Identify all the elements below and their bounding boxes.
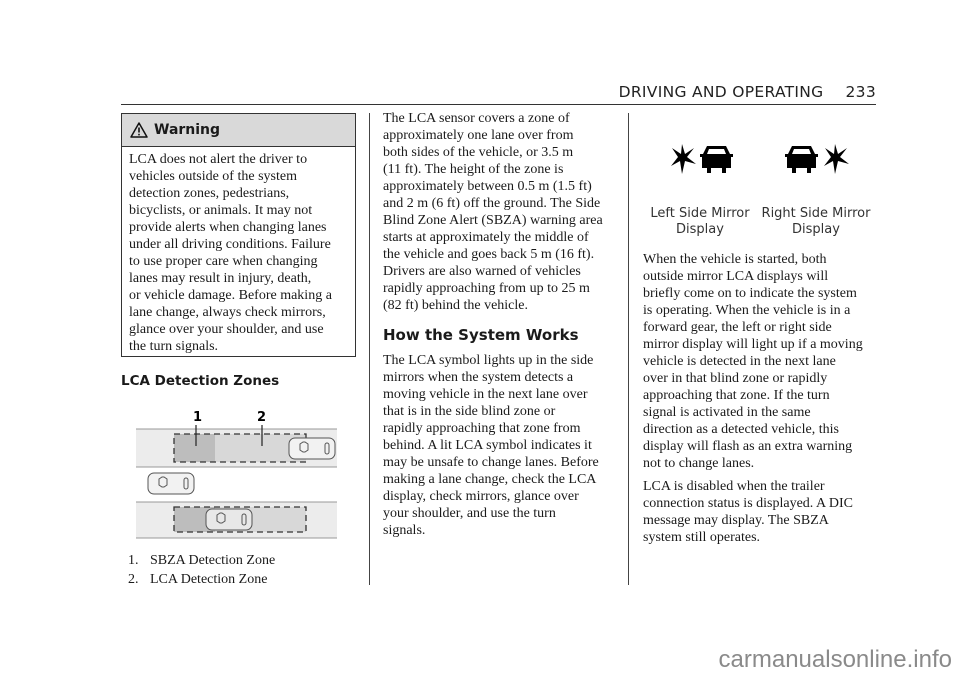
mirror-display-description: When the vehicle is started, both outside mirror LCA displays will briefly come on to indicate the system is operating. When the vehicle is in a forward gear, the left or right side mirror display will light up if a moving vehicle is detected in the next lane over in that blind zone or rapidly approaching that zone. If the turn signal is activated in the same direction as a detected vehicle, this display will flash as an extra warning not to change lanes. <box>643 252 863 471</box>
system-description: The LCA symbol lights up in the side mirrors when the system detects a moving vehicle in the next lane over that is in the side blind zone or rapidly approaching that zone from behind. A lit LCA symbol indicates it may be unsafe to change lanes. Before making a lane change, check the LCA display, check mirrors, glance over your shoulder, and use the turn signals. <box>383 353 599 538</box>
left-mirror-caption: Left Side Mirror Display <box>650 206 750 237</box>
column-2 <box>383 110 618 545</box>
trailer-note: LCA is disabled when the trailer connection status is displayed. A DIC message may display. The SBZA system still operates. <box>643 479 853 545</box>
watermark: carmanualsonline.info <box>718 646 952 673</box>
lca-zone-bottom <box>174 507 306 532</box>
left-mirror-lca-icon <box>670 142 740 176</box>
legend-item: 1. SBZA Detection Zone <box>128 553 276 568</box>
page-number: 233 <box>845 83 876 101</box>
legend-item: 2. LCA Detection Zone <box>128 572 268 587</box>
vehicle-bottom-lane <box>206 509 252 530</box>
right-mirror-caption: Right Side Mirror Display <box>761 206 871 237</box>
sbza-zone-top <box>174 434 215 462</box>
bottom-lane <box>136 502 337 538</box>
section-title: DRIVING AND OPERATING <box>618 83 824 101</box>
header-rule <box>121 104 876 105</box>
top-lane <box>136 429 337 467</box>
vehicle-top-lane <box>289 438 335 459</box>
zones-heading: LCA Detection Zones <box>121 373 280 389</box>
callout-1: 1 <box>193 410 203 425</box>
column-divider <box>369 113 370 585</box>
right-mirror-lca-icon <box>785 142 855 176</box>
column-3 <box>643 251 883 552</box>
diagram-legend <box>128 551 275 589</box>
callout-2: 2 <box>257 410 267 425</box>
warning-triangle-icon <box>130 122 148 138</box>
zone-description: The LCA sensor covers a zone of approximately one lane over from both sides of the vehicle, or 3.5 m (11 ft). The height of the zone is approximately between 0.5 m (1.5 ft) and 2 m (6 ft) off the ground. The Side Blind Zone Alert (SBZA) warning area starts at approximately the middle of the vehicle and goes back 5 m (16 ft). Drivers are also warned of vehicles rapidly approaching from up to 25 m (82 ft) behind the vehicle. <box>383 111 603 313</box>
warning-header <box>122 114 355 147</box>
lca-zone-top <box>174 434 306 462</box>
warning-text: LCA does not alert the driver to vehicles outside of the system detection zones, pedestrians, bicyclists, or animals. It may not provide alerts when changing lanes under all driving conditions. Failure to use proper care when changing lanes may result in injury, death, or vehicle damage. Before making a lane change, always check mirrors, glance over your shoulder, and use the turn signals. <box>129 152 332 354</box>
warning-box <box>121 113 356 357</box>
section-heading: How the System Works <box>383 326 579 344</box>
host-vehicle <box>148 473 194 494</box>
column-divider <box>628 113 629 585</box>
sbza-zone-bottom <box>174 507 215 532</box>
warning-title: Warning <box>154 122 221 138</box>
page-header <box>597 83 876 101</box>
